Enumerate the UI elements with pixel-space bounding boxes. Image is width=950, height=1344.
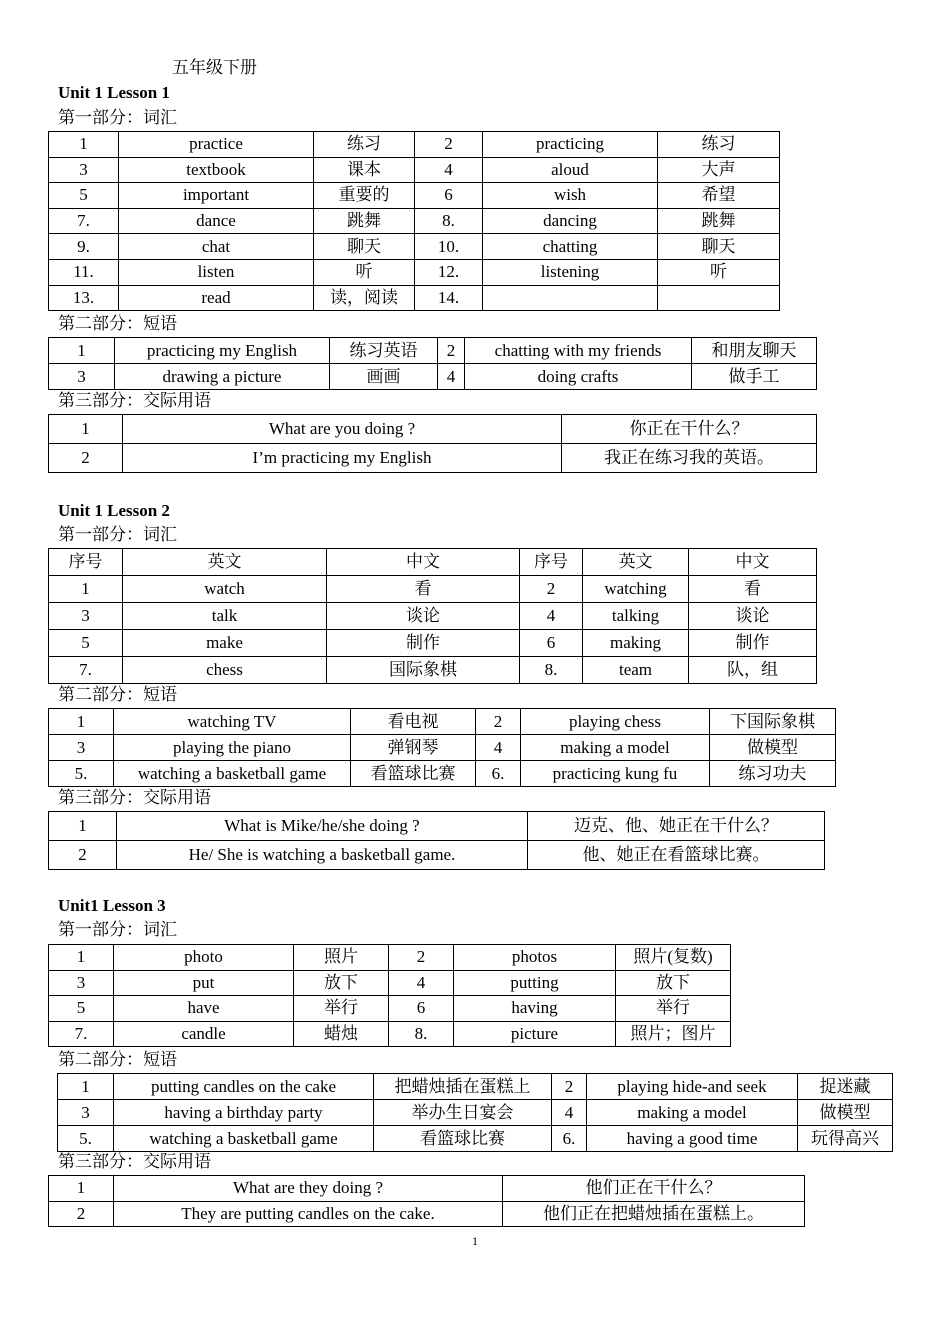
table-cell: 聊天 (658, 234, 780, 260)
lesson-2-vocab-label: 第一部分：词汇 (58, 525, 177, 544)
table-cell: 他们正在把蜡烛插在蛋糕上。 (503, 1201, 805, 1227)
lesson-3-vocab-label: 第一部分：词汇 (58, 920, 177, 939)
table-cell: 和朋友聊天 (692, 338, 817, 364)
table-cell: 照片 (294, 945, 389, 971)
table-cell: 他们正在干什么？ (503, 1176, 805, 1202)
table-cell: listen (119, 259, 314, 285)
table-cell: 放下 (294, 970, 389, 996)
table-cell: 3 (49, 364, 115, 390)
table-row (49, 132, 780, 158)
table-row (49, 576, 817, 603)
table-cell: 蜡烛 (294, 1021, 389, 1047)
table-cell: 照片；图片 (616, 1021, 731, 1047)
table-row (49, 709, 836, 735)
table-cell: practicing kung fu (521, 761, 710, 787)
table-cell: practicing (483, 132, 658, 158)
table-cell: 9. (49, 234, 119, 260)
table-cell: 读，阅读 (314, 285, 415, 311)
table-cell: playing the piano (114, 735, 351, 761)
table-row (58, 1126, 893, 1152)
table-cell: 希望 (658, 183, 780, 209)
table-cell: 5. (49, 761, 114, 787)
table-cell: 4 (415, 157, 483, 183)
table-row (58, 1100, 893, 1126)
table-cell: 2 (552, 1074, 587, 1100)
table-cell: dancing (483, 208, 658, 234)
table-cell: 4 (438, 364, 465, 390)
lesson-3-dialog-table (48, 1175, 805, 1227)
table-cell: 1 (49, 709, 114, 735)
table-cell: 10. (415, 234, 483, 260)
table-cell: 练习 (314, 132, 415, 158)
table-row (49, 603, 817, 630)
lesson-2-phrase-label: 第二部分：短语 (58, 685, 177, 704)
table-row (49, 338, 817, 364)
lesson-3-title: Unit1 Lesson 3 (58, 896, 166, 915)
table-cell: 5. (58, 1126, 114, 1152)
table-cell: chat (119, 234, 314, 260)
table-cell: 6 (389, 996, 454, 1022)
lesson-3-vocab-table (48, 944, 731, 1047)
table-cell: 练习英语 (330, 338, 438, 364)
table-row (49, 444, 817, 473)
table-cell: 2 (476, 709, 521, 735)
table-cell: 序号 (520, 549, 583, 576)
table-row (49, 234, 780, 260)
table-cell: having a good time (587, 1126, 798, 1152)
table-row (49, 285, 780, 311)
table-cell: dance (119, 208, 314, 234)
table-cell: 4 (389, 970, 454, 996)
table-row (49, 549, 817, 576)
table-cell: 1 (49, 132, 119, 158)
lesson-1-phrase-label: 第二部分：短语 (58, 314, 177, 333)
table-cell: 国际象棋 (327, 657, 520, 684)
table-cell: photo (114, 945, 294, 971)
table-cell: 下国际象棋 (710, 709, 836, 735)
table-cell: 中文 (327, 549, 520, 576)
table-cell: 做模型 (798, 1100, 893, 1126)
table-cell: 迈克、他、她正在干什么？ (528, 812, 825, 841)
table-cell: 2 (520, 576, 583, 603)
table-cell: 5 (49, 183, 119, 209)
table-cell: 举行 (616, 996, 731, 1022)
lesson-2-phrase-table (48, 708, 836, 787)
table-row (49, 996, 731, 1022)
table-cell: playing chess (521, 709, 710, 735)
table-cell: 照片(复数) (616, 945, 731, 971)
table-cell: 英文 (583, 549, 689, 576)
table-cell: 1 (49, 576, 123, 603)
table-cell: drawing a picture (115, 364, 330, 390)
table-cell: watching a basketball game (114, 1126, 374, 1152)
table-cell: making (583, 630, 689, 657)
table-cell: What are they doing ? (114, 1176, 503, 1202)
table-cell: 2 (49, 444, 123, 473)
page-number: 1 (472, 1234, 478, 1248)
table-cell: practice (119, 132, 314, 158)
table-cell: 练习 (658, 132, 780, 158)
table-cell: playing hide-and seek (587, 1074, 798, 1100)
table-cell: important (119, 183, 314, 209)
table-cell: 6 (520, 630, 583, 657)
table-cell: 看篮球比赛 (374, 1126, 552, 1152)
table-cell: 8. (389, 1021, 454, 1047)
table-cell: textbook (119, 157, 314, 183)
table-cell: candle (114, 1021, 294, 1047)
table-cell: 课本 (314, 157, 415, 183)
table-row (49, 259, 780, 285)
table-cell: 6. (476, 761, 521, 787)
table-cell: 大声 (658, 157, 780, 183)
table-cell: 举办生日宴会 (374, 1100, 552, 1126)
table-cell: 8. (415, 208, 483, 234)
table-cell: 看篮球比赛 (351, 761, 476, 787)
table-cell: 1 (49, 1176, 114, 1202)
table-cell (483, 285, 658, 311)
table-cell: listening (483, 259, 658, 285)
table-cell: 做手工 (692, 364, 817, 390)
table-row (49, 1176, 805, 1202)
lesson-1-vocab-table (48, 131, 780, 311)
table-cell: 举行 (294, 996, 389, 1022)
table-cell: watch (123, 576, 327, 603)
table-cell: make (123, 630, 327, 657)
table-cell: 1 (49, 415, 123, 444)
lesson-2-dialog-table (48, 811, 825, 870)
table-cell: 放下 (616, 970, 731, 996)
table-cell: 1 (58, 1074, 114, 1100)
table-cell: 3 (49, 603, 123, 630)
lesson-1-title: Unit 1 Lesson 1 (58, 83, 170, 102)
table-row (49, 841, 825, 870)
table-cell: 4 (476, 735, 521, 761)
table-cell: 重要的 (314, 183, 415, 209)
lesson-1-phrase-table (48, 337, 817, 390)
table-cell: practicing my English (115, 338, 330, 364)
lesson-2-vocab-table (48, 548, 817, 684)
table-row (49, 761, 836, 787)
table-cell: 5 (49, 996, 114, 1022)
table-cell: watching TV (114, 709, 351, 735)
table-row (49, 364, 817, 390)
table-cell: making a model (521, 735, 710, 761)
table-cell: 做模型 (710, 735, 836, 761)
table-cell: 3 (49, 970, 114, 996)
table-cell: 看 (689, 576, 817, 603)
table-cell: I’m practicing my English (123, 444, 562, 473)
table-cell: 把蜡烛插在蛋糕上 (374, 1074, 552, 1100)
table-cell: 你正在干什么？ (562, 415, 817, 444)
table-cell: 5 (49, 630, 123, 657)
table-cell: 他、她正在看篮球比赛。 (528, 841, 825, 870)
table-row (49, 630, 817, 657)
table-cell: 2 (49, 841, 117, 870)
table-cell: read (119, 285, 314, 311)
table-cell: 聊天 (314, 234, 415, 260)
table-row (49, 183, 780, 209)
table-cell: put (114, 970, 294, 996)
table-row (49, 945, 731, 971)
table-cell: picture (454, 1021, 616, 1047)
table-cell: 队，组 (689, 657, 817, 684)
table-cell: 看 (327, 576, 520, 603)
table-cell: watching a basketball game (114, 761, 351, 787)
table-cell: aloud (483, 157, 658, 183)
table-cell: 英文 (123, 549, 327, 576)
table-cell: 2 (415, 132, 483, 158)
table-cell: 制作 (689, 630, 817, 657)
table-cell: 1 (49, 812, 117, 841)
table-cell: What are you doing ? (123, 415, 562, 444)
table-cell: 我正在练习我的英语。 (562, 444, 817, 473)
table-cell: 3 (49, 735, 114, 761)
table-cell: having (454, 996, 616, 1022)
table-row (49, 208, 780, 234)
table-cell (658, 285, 780, 311)
table-cell: 2 (389, 945, 454, 971)
table-cell: 中文 (689, 549, 817, 576)
lesson-2-title: Unit 1 Lesson 2 (58, 501, 170, 520)
table-cell: 3 (58, 1100, 114, 1126)
table-cell: 7. (49, 1021, 114, 1047)
table-cell: wish (483, 183, 658, 209)
table-cell: photos (454, 945, 616, 971)
table-cell: 听 (314, 259, 415, 285)
table-cell: 2 (49, 1201, 114, 1227)
lesson-3-phrase-table (57, 1073, 893, 1152)
lesson-1-dialog-label: 第三部分：交际用语 (58, 391, 211, 410)
table-cell: 4 (552, 1100, 587, 1126)
table-cell: 6. (552, 1126, 587, 1152)
table-cell: having a birthday party (114, 1100, 374, 1126)
table-cell: They are putting candles on the cake. (114, 1201, 503, 1227)
table-cell: 画画 (330, 364, 438, 390)
table-cell: 4 (520, 603, 583, 630)
table-row (49, 970, 731, 996)
table-cell: have (114, 996, 294, 1022)
table-cell: 练习功夫 (710, 761, 836, 787)
table-cell: 跳舞 (658, 208, 780, 234)
table-cell: 制作 (327, 630, 520, 657)
table-cell: 玩得高兴 (798, 1126, 893, 1152)
table-cell: 1 (49, 338, 115, 364)
table-cell: chess (123, 657, 327, 684)
table-row (49, 812, 825, 841)
table-cell: 6 (415, 183, 483, 209)
table-cell: team (583, 657, 689, 684)
table-cell: 谈论 (689, 603, 817, 630)
table-cell: 序号 (49, 549, 123, 576)
table-cell: putting candles on the cake (114, 1074, 374, 1100)
table-row (49, 415, 817, 444)
table-cell: 8. (520, 657, 583, 684)
table-cell: 7. (49, 657, 123, 684)
table-cell: doing crafts (465, 364, 692, 390)
table-cell: chatting (483, 234, 658, 260)
table-cell: 3 (49, 157, 119, 183)
document-title: 五年级下册 (172, 58, 257, 77)
table-cell: 听 (658, 259, 780, 285)
lesson-3-dialog-label: 第三部分：交际用语 (58, 1152, 211, 1171)
table-cell: 捉迷藏 (798, 1074, 893, 1100)
table-cell: 看电视 (351, 709, 476, 735)
table-cell: 11. (49, 259, 119, 285)
table-row (58, 1074, 893, 1100)
lesson-1-vocab-label: 第一部分：词汇 (58, 108, 177, 127)
table-row (49, 157, 780, 183)
table-cell: 2 (438, 338, 465, 364)
table-cell: 13. (49, 285, 119, 311)
table-cell: talking (583, 603, 689, 630)
table-cell: talk (123, 603, 327, 630)
table-cell: 跳舞 (314, 208, 415, 234)
lesson-3-phrase-label: 第二部分：短语 (58, 1050, 177, 1069)
table-row (49, 1201, 805, 1227)
table-cell: making a model (587, 1100, 798, 1126)
table-row (49, 735, 836, 761)
lesson-2-dialog-label: 第三部分：交际用语 (58, 788, 211, 807)
table-cell: 7. (49, 208, 119, 234)
table-cell: 1 (49, 945, 114, 971)
table-cell: What is Mike/he/she doing ? (117, 812, 528, 841)
table-cell: watching (583, 576, 689, 603)
table-cell: chatting with my friends (465, 338, 692, 364)
table-cell: putting (454, 970, 616, 996)
table-row (49, 657, 817, 684)
table-cell: 弹钢琴 (351, 735, 476, 761)
lesson-1-dialog-table (48, 414, 817, 473)
table-row (49, 1021, 731, 1047)
table-cell: 14. (415, 285, 483, 311)
table-cell: 谈论 (327, 603, 520, 630)
table-cell: 12. (415, 259, 483, 285)
table-cell: He/ She is watching a basketball game. (117, 841, 528, 870)
